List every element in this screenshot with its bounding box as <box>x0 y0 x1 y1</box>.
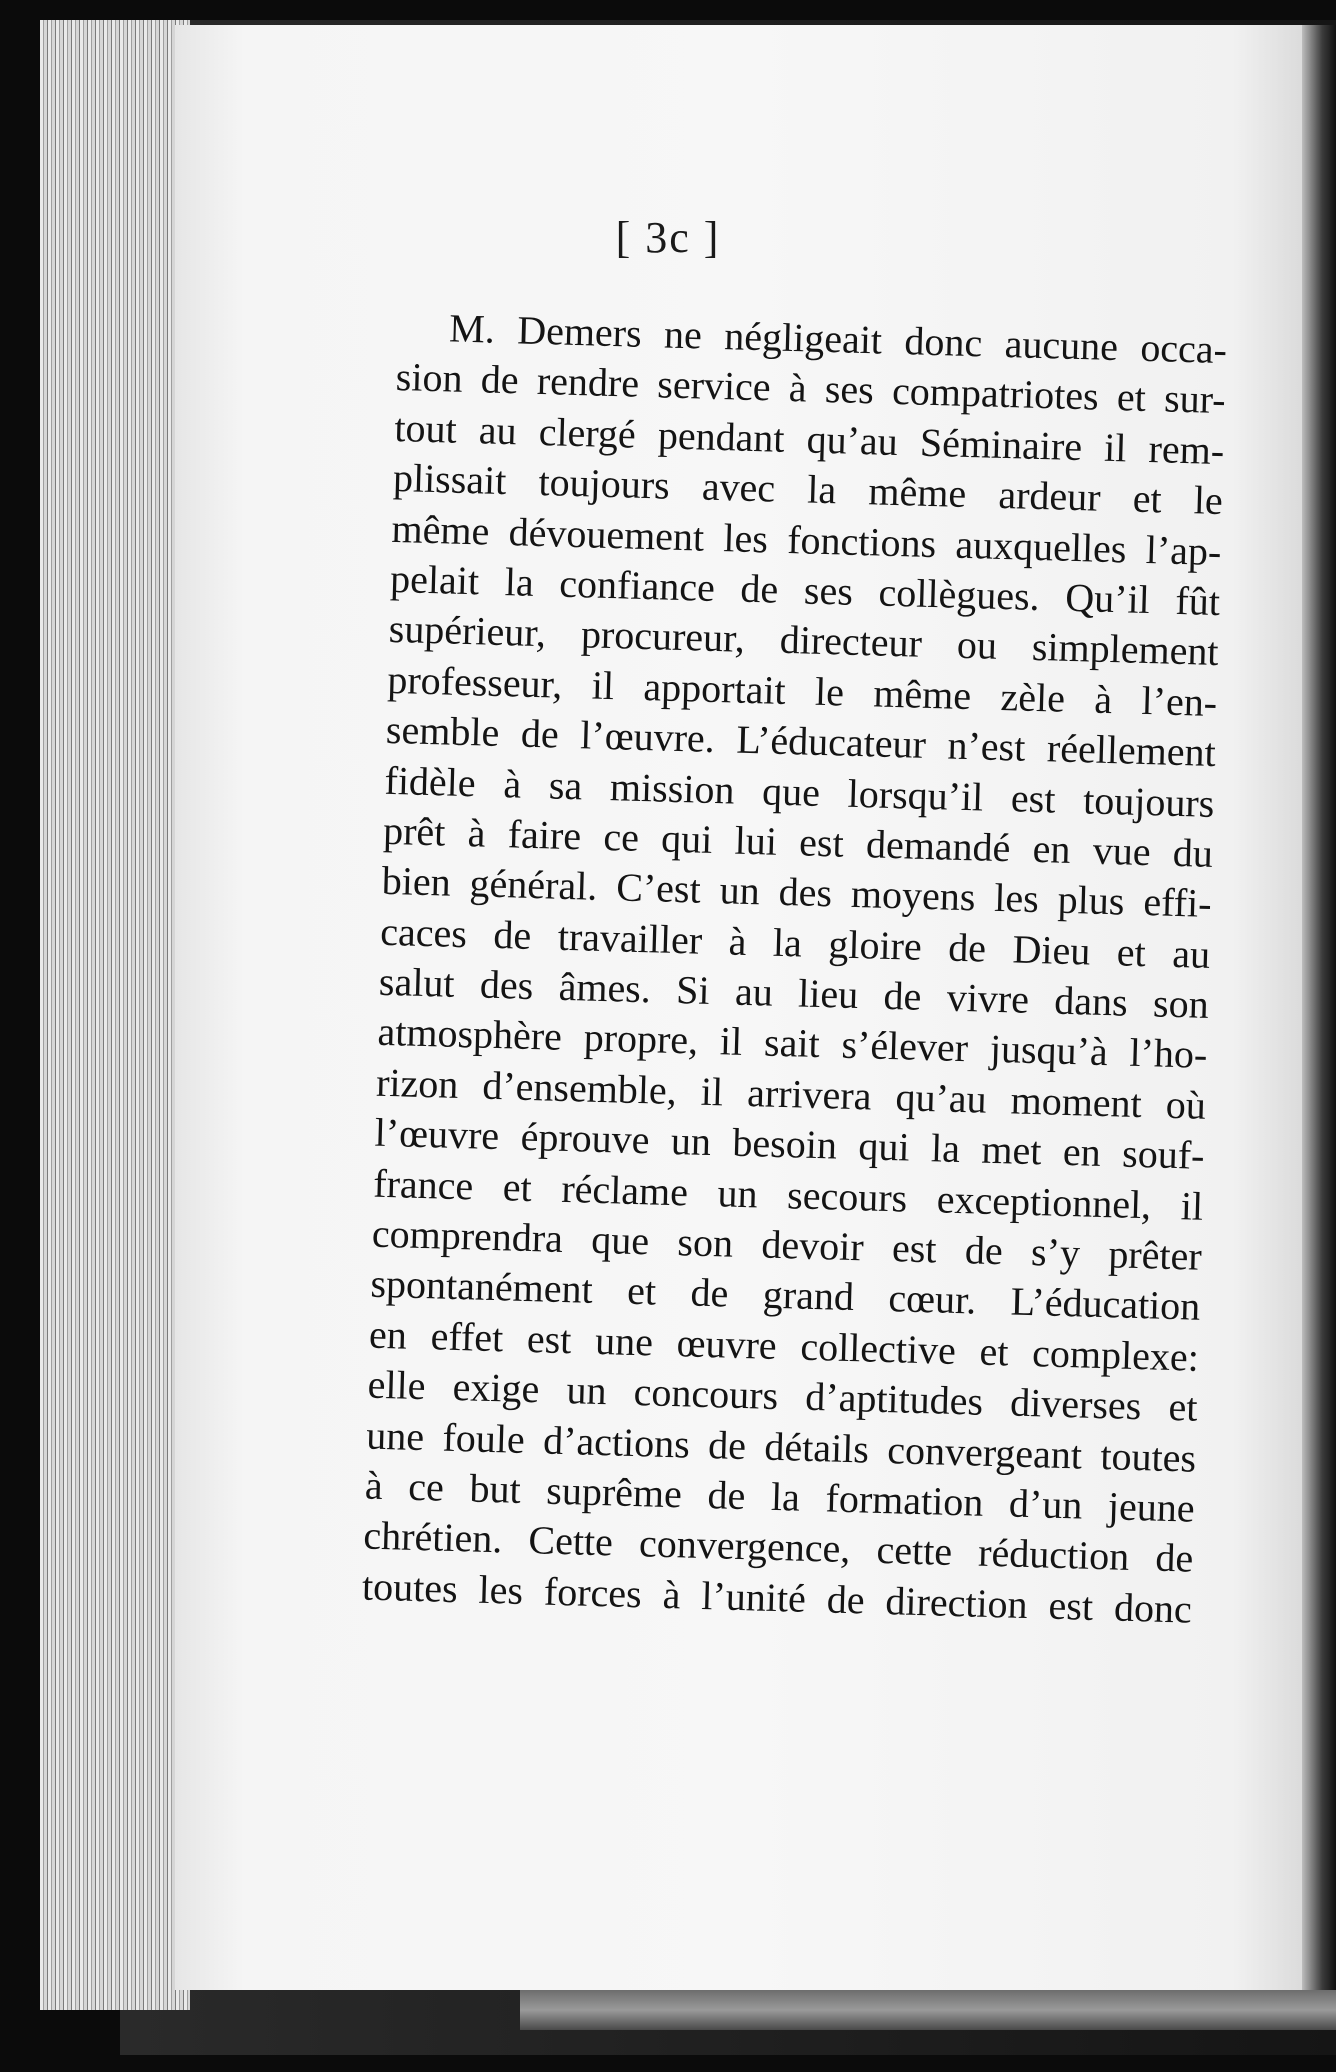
text-line: bien général. C’est un des moyens les plus effi- <box>381 858 1213 927</box>
text-line: l’œuvre éprouve un besoin qui la met en souf- <box>374 1109 1206 1179</box>
text-line: pelait la confiance de ses collègues. Qu’il fût <box>389 555 1221 625</box>
text-line: rizon d’ensemble, il arrivera qu’au moment où <box>375 1059 1207 1128</box>
bottom-binding-edge <box>520 1990 1336 2030</box>
page-number: [ 3c ] <box>615 213 721 262</box>
text-line: chrétien. Cette convergence, cette réduction de <box>362 1512 1194 1582</box>
text-line: prêt à faire ce qui lui est demandé en vue du <box>382 807 1214 876</box>
text-line: spontanément et de grand cœur. L’éducation <box>369 1261 1201 1330</box>
text-line: M. Demers ne négligeait donc aucune occa- <box>448 305 1228 373</box>
text-line: caces de travailler à la gloire de Dieu et au <box>379 908 1211 977</box>
text-line: professeur, il apportait le même zèle à l’en- <box>386 656 1218 725</box>
text-line: france et réclame un secours exceptionnel, il <box>372 1160 1204 1229</box>
text-line: salut des âmes. Si au lieu de vivre dans son <box>378 958 1210 1027</box>
text-line: plissait toujours avec la même ardeur et le <box>392 455 1224 524</box>
text-line: tout au clergé pendant qu’au Séminaire il rem- <box>393 404 1225 473</box>
body-paragraph <box>361 302 1227 1635</box>
page-edges <box>40 20 190 2010</box>
text-line: elle exige un concours d’aptitudes diverses et <box>367 1361 1199 1430</box>
text-line: sion de rendre service à ses compatriotes et sur- <box>395 354 1227 423</box>
text-line: atmosphère propre, il sait s’élever jusqu’à l’ho- <box>376 1009 1208 1078</box>
text-line: comprendra que son devoir est de s’y prêter <box>371 1210 1203 1279</box>
text-line: semble de l’œuvre. L’éducateur n’est réellement <box>385 706 1217 776</box>
text-line: toutes les forces à l’unité de direction est donc <box>361 1563 1193 1632</box>
text-line: supérieur, procureur, directeur ou simplement <box>388 606 1220 675</box>
text-line: à ce but suprême de la formation d’un jeune <box>364 1462 1196 1531</box>
text-line: fidèle à sa mission que lorsqu’il est toujours <box>384 757 1215 826</box>
text-line: en effet est une œuvre collective et complexe: <box>368 1311 1200 1380</box>
text-line: une foule d’actions de détails convergeant toutes <box>365 1412 1197 1481</box>
text-line: même dévouement les fonctions auxquelles l’ap- <box>391 505 1222 574</box>
gutter-shadow <box>1302 25 1336 1990</box>
